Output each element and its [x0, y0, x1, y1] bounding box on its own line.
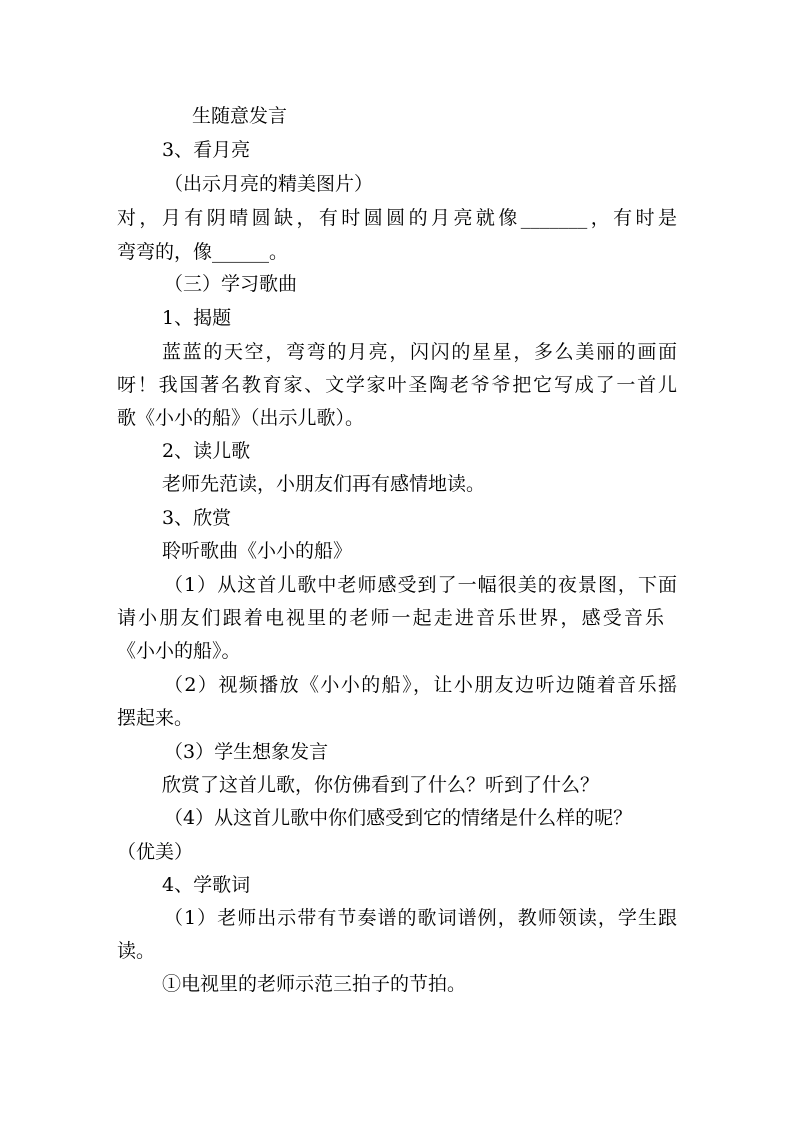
text-line: 请小朋友们跟着电视里的老师一起走进音乐世界，感受音乐 — [117, 607, 664, 629]
text-line: （3）学生想象发言 — [164, 741, 329, 763]
section-heading: 1、揭题 — [162, 307, 232, 329]
text-line: 生随意发言 — [192, 105, 288, 127]
section-heading: （三）学习歌曲 — [164, 273, 298, 295]
text-line: 对，月有阴晴圆缺，有时圆圆的月亮就像_______，有时是 — [117, 207, 677, 229]
text-line: （4）从这首儿歌中你们感受到它的情绪是什么样的呢？ — [164, 807, 633, 829]
section-heading: 4、学歌词 — [162, 874, 251, 896]
section-heading: 2、读儿歌 — [162, 440, 251, 462]
text-line: 读。 — [117, 940, 156, 962]
text-line: 弯弯的，像______。 — [117, 241, 289, 263]
text-line: 欣赏了这首儿歌，你仿佛看到了什么？听到了什么？ — [162, 774, 600, 796]
text-line: （优美） — [117, 841, 194, 863]
text-line: 摆起来。 — [117, 707, 194, 729]
section-heading: 3、欣赏 — [162, 507, 232, 529]
text-line: 《小小的船》。 — [117, 640, 241, 662]
text-line: 歌《小小的船》（出示儿歌）。 — [117, 407, 365, 429]
text-line: 聆听歌曲《小小的船》 — [162, 540, 353, 562]
text-line: （1）老师出示带有节奏谱的歌词谱例，教师领读，学生跟 — [164, 907, 677, 929]
text-line: （1）从这首儿歌中老师感受到了一幅很美的夜景图，下面 — [164, 574, 677, 596]
text-line: ①电视里的老师示范三拍子的节拍。 — [162, 973, 467, 995]
text-line: 呀！我国著名教育家、文学家叶圣陶老爷爷把它写成了一首儿 — [117, 374, 677, 396]
text-line: 蓝蓝的天空，弯弯的月亮，闪闪的星星，多么美丽的画面 — [162, 341, 677, 363]
text-line: 老师先范读，小朋友们再有感情地读。 — [162, 473, 486, 495]
section-heading: 3、看月亮 — [162, 139, 251, 161]
text-line: （2）视频播放《小小的船》，让小朋友边听边随着音乐摇 — [164, 674, 677, 696]
text-line: （出示月亮的精美图片） — [164, 173, 374, 195]
